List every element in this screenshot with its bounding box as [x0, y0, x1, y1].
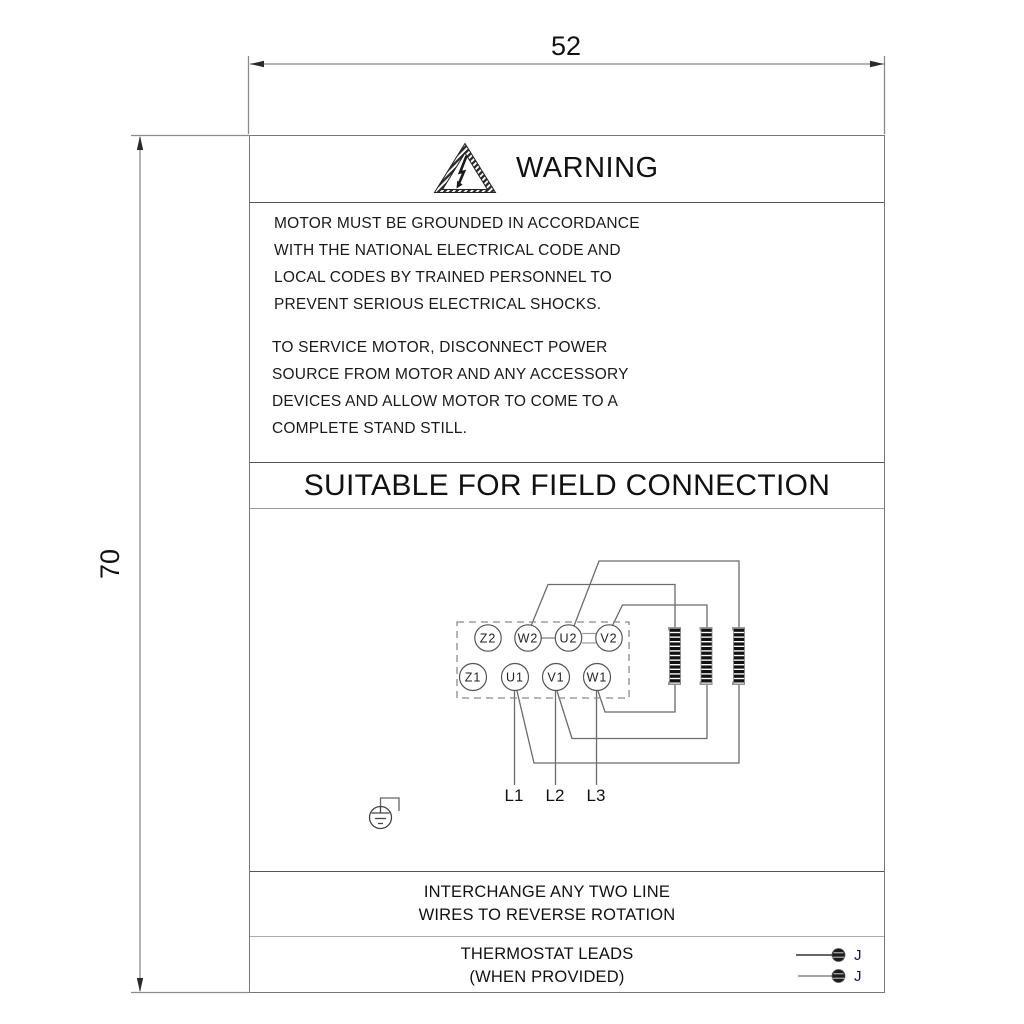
- field-connection-title: SUITABLE FOR FIELD CONNECTION: [303, 468, 831, 502]
- dimension-arrow-left-icon: [250, 61, 264, 67]
- terminal-label: Z1: [464, 670, 482, 685]
- body-text-line: LOCAL CODES BY TRAINED PERSONNEL TO: [274, 269, 613, 286]
- body-text-line: MOTOR MUST BE GROUNDED IN ACCORDANCE: [274, 215, 640, 232]
- protective-earth-ground-icon: [370, 798, 400, 829]
- wires-top: [531, 561, 739, 629]
- thermostat-line1: THERMOSTAT LEADS: [460, 944, 634, 963]
- wire-v2-coil2: [612, 605, 707, 629]
- thermostat-lead-icon: [798, 968, 862, 985]
- terminal-label: V2: [600, 631, 618, 646]
- body-text-line: WITH THE NATIONAL ELECTRICAL CODE AND: [274, 242, 621, 259]
- line-label-l2: L2: [545, 786, 565, 805]
- dimension-arrow-up-icon: [137, 136, 143, 150]
- wiring-diagram-band: [250, 509, 884, 872]
- coil-3-icon: [732, 627, 745, 685]
- wire-coil2-v1: [557, 684, 707, 739]
- thermostat-band: [250, 937, 884, 994]
- wiring-diagram: [250, 509, 886, 870]
- terminal-label: W2: [517, 631, 539, 646]
- coil-1-icon: [668, 627, 681, 685]
- wire-coil3-u1: [517, 684, 739, 763]
- wires-bottom: [515, 684, 740, 785]
- motor-coils: [668, 627, 745, 685]
- line-label-l1: L1: [504, 786, 524, 805]
- height-dimension-value: 70: [95, 548, 125, 580]
- line-label-l3: L3: [586, 786, 606, 805]
- dimension-arrow-down-icon: [137, 978, 143, 992]
- terminal-label: W1: [586, 670, 608, 685]
- warning-label: [249, 135, 885, 993]
- warning-title: WARNING: [516, 152, 659, 184]
- body-text-line: PREVENT SERIOUS ELECTRICAL SHOCKS.: [274, 296, 602, 313]
- line-labels: [505, 786, 606, 805]
- rotation-note-line1: INTERCHANGE ANY TWO LINE: [423, 883, 671, 901]
- warning-header-band: [250, 136, 884, 203]
- terminal-label: U1: [506, 670, 524, 685]
- high-voltage-triangle-icon: [433, 142, 497, 194]
- lead-label-j2: J: [854, 968, 862, 985]
- thermostat-lead-icon: [796, 947, 862, 964]
- body-text-line: DEVICES AND ALLOW MOTOR TO COME TO A: [272, 393, 618, 410]
- terminal-label: V1: [547, 670, 565, 685]
- terminal-label: U2: [559, 631, 578, 646]
- wire-u2-coil3: [574, 561, 739, 629]
- height-dimension: [131, 136, 249, 993]
- lead-label-j1: J: [854, 947, 862, 964]
- coil-2-icon: [700, 627, 713, 685]
- width-dimension-value: 52: [550, 31, 582, 61]
- ground-wire: [381, 798, 400, 811]
- width-dimension: [249, 56, 885, 134]
- thermostat-leads-symbol: [786, 940, 876, 988]
- service-paragraph: [272, 334, 629, 442]
- body-text-line: TO SERVICE MOTOR, DISCONNECT POWER: [272, 339, 608, 356]
- body-text-line: COMPLETE STAND STILL.: [272, 420, 468, 437]
- dimension-arrow-right-icon: [870, 61, 884, 67]
- grounding-paragraph: [274, 210, 640, 318]
- rotation-note-band: [250, 872, 884, 937]
- warning-text-band: [250, 203, 884, 463]
- field-connection-band: [250, 463, 884, 509]
- body-text-line: SOURCE FROM MOTOR AND ANY ACCESSORY: [272, 366, 629, 383]
- thermostat-line2: (WHEN PROVIDED): [469, 967, 625, 986]
- rotation-note-line2: WIRES TO REVERSE ROTATION: [418, 906, 676, 924]
- terminal-label: Z2: [479, 631, 497, 646]
